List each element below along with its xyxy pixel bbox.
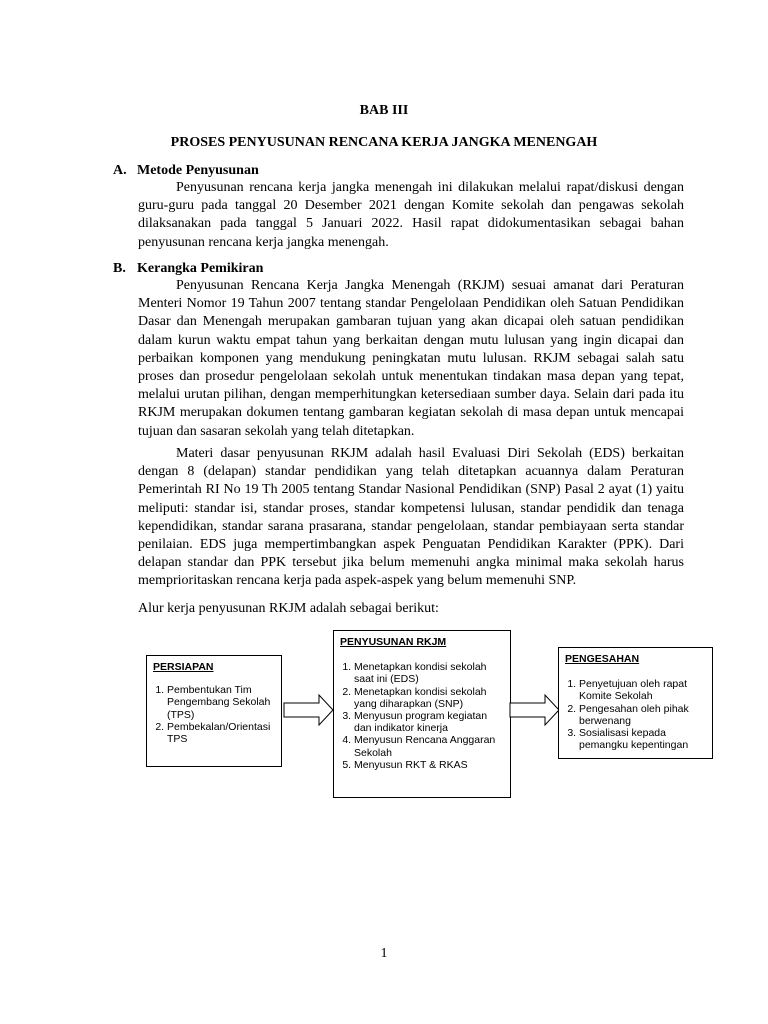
section-b-title: Kerangka Pemikiran: [137, 261, 264, 276]
list-item: 3. Sosialisasi kepada pemangku kepentingan: [579, 727, 706, 751]
section-b-letter: B.: [113, 261, 126, 276]
paragraph-text: Alur kerja penyusunan RKJM adalah sebagai berikut:: [138, 601, 439, 616]
arrow-right-icon: [509, 694, 561, 726]
list-item: 2. Pengesahan oleh pihak berwenang: [579, 703, 706, 727]
section-a-title: Metode Penyusunan: [137, 163, 259, 178]
page-number: 1: [380, 946, 388, 961]
flow-box-pengesahan-title: PENGESAHAN: [565, 653, 640, 665]
list-item: 1. Penyetujuan oleh rapat Komite Sekolah: [579, 678, 706, 702]
section-b-heading: [113, 261, 263, 277]
flow-box-persiapan-title: PERSIAPAN: [153, 661, 214, 673]
chapter-heading: BAB III: [359, 103, 409, 118]
flow-box-penyusunan: [333, 630, 511, 798]
flow-box-pengesahan: [558, 647, 713, 759]
section-a-letter: A.: [113, 163, 127, 178]
list-item: 3. Menyusun program kegiatan dan indikator kinerja: [354, 710, 504, 734]
paragraph-text: Materi dasar penyusunan RKJM adalah hasil Evaluasi Diri Sekolah (EDS) berkaitan dengan 8 (delapan) standar pendidikan yang telah ditetapkan acuannya dalam Peraturan Pemerintah RI No 19 Th 2005 tentang Standar Nasional Pendidikan (SNP) Pasal 2 ayat (1) yaitu meliputi: standar isi, standar proses, standar kompetensi lulusan, standar pendidik dan tenaga kependidikan, standar sarana prasarana, standar pengelolaan, standar pembiayaan serta standar penilaian. EDS juga mempertimbangkan aspek Penguatan Pendidikan Karakter (PPK). Dari delapan standar dan PPK tersebut jika belum memenuhi angka minimal maka sekolah harus memprioritaskan rencana kerja pada aspek-aspek yang belum memenuhi SNP.: [138, 446, 684, 589]
flow-box-persiapan: [146, 655, 282, 767]
list-item: 5. Menyusun RKT & RKAS: [354, 759, 504, 771]
list-item: 1. Pembentukan Tim Pengembang Sekolah (TPS): [167, 684, 275, 721]
flow-box-persiapan-list: [153, 684, 275, 745]
arrow-right-icon: [283, 694, 335, 726]
section-b-paragraph-3: [138, 600, 684, 618]
page-title: PROSES PENYUSUNAN RENCANA KERJA JANGKA MENENGAH: [170, 135, 598, 150]
paragraph-text: Penyusunan rencana kerja jangka menengah ini dilakukan melalui rapat/diskusi dengan guru-guru pada tanggal 20 Desember 2021 dengan Komite sekolah dan pengawas sekolah dilaksanakan pada tanggal 5 Januari 2022. Hasil rapat didokumentasikan sebagai bahan penyusunan rencana kerja jangka menengah.: [138, 180, 684, 250]
section-a-paragraph-1: [138, 179, 684, 252]
paragraph-text: Penyusunan Rencana Kerja Jangka Menengah (RKJM) sesuai amanat dari Peraturan Menteri Nomor 19 Tahun 2007 tentang standar Pengelolaan Pendidikan oleh Satuan Pendidikan Dasar dan Menengah merupakan gambaran tujuan yang akan dicapai oleh satuan pendidikan dalam kurun waktu empat tahun yang berkaitan dengan mutu lulusan yang ingin dicapai dan perbaikan komponen yang mendukung peningkatan mutu lulusan. RKJM sebagai salah satu proses dan prosedur pengelolaan sekolah untuk menentukan tindakan masa depan yang tepat, melalui urutan pilihan, dengan memperhitungkan ketersediaan sumber daya. Selain dari pada itu RKJM merupakan dokumen tentang gambaran kegiatan sekolah di masa depan untuk mencapai tujuan dan sasaran sekolah yang telah ditetapkan.: [138, 278, 684, 439]
flow-box-pengesahan-list: [565, 678, 706, 751]
list-item: 1. Menetapkan kondisi sekolah saat ini (EDS): [354, 661, 504, 685]
list-item: 4. Menyusun Rencana Anggaran Sekolah: [354, 734, 504, 758]
list-item: 2. Pembekalan/Orientasi TPS: [167, 721, 275, 745]
list-item: 2. Menetapkan kondisi sekolah yang diharapkan (SNP): [354, 686, 504, 710]
section-b-paragraph-2: [138, 445, 684, 591]
section-a-heading: [113, 163, 259, 179]
flow-box-penyusunan-list: [340, 661, 504, 771]
section-b-paragraph-1: [138, 277, 684, 441]
flow-box-penyusunan-title: PENYUSUNAN RKJM: [340, 636, 447, 648]
